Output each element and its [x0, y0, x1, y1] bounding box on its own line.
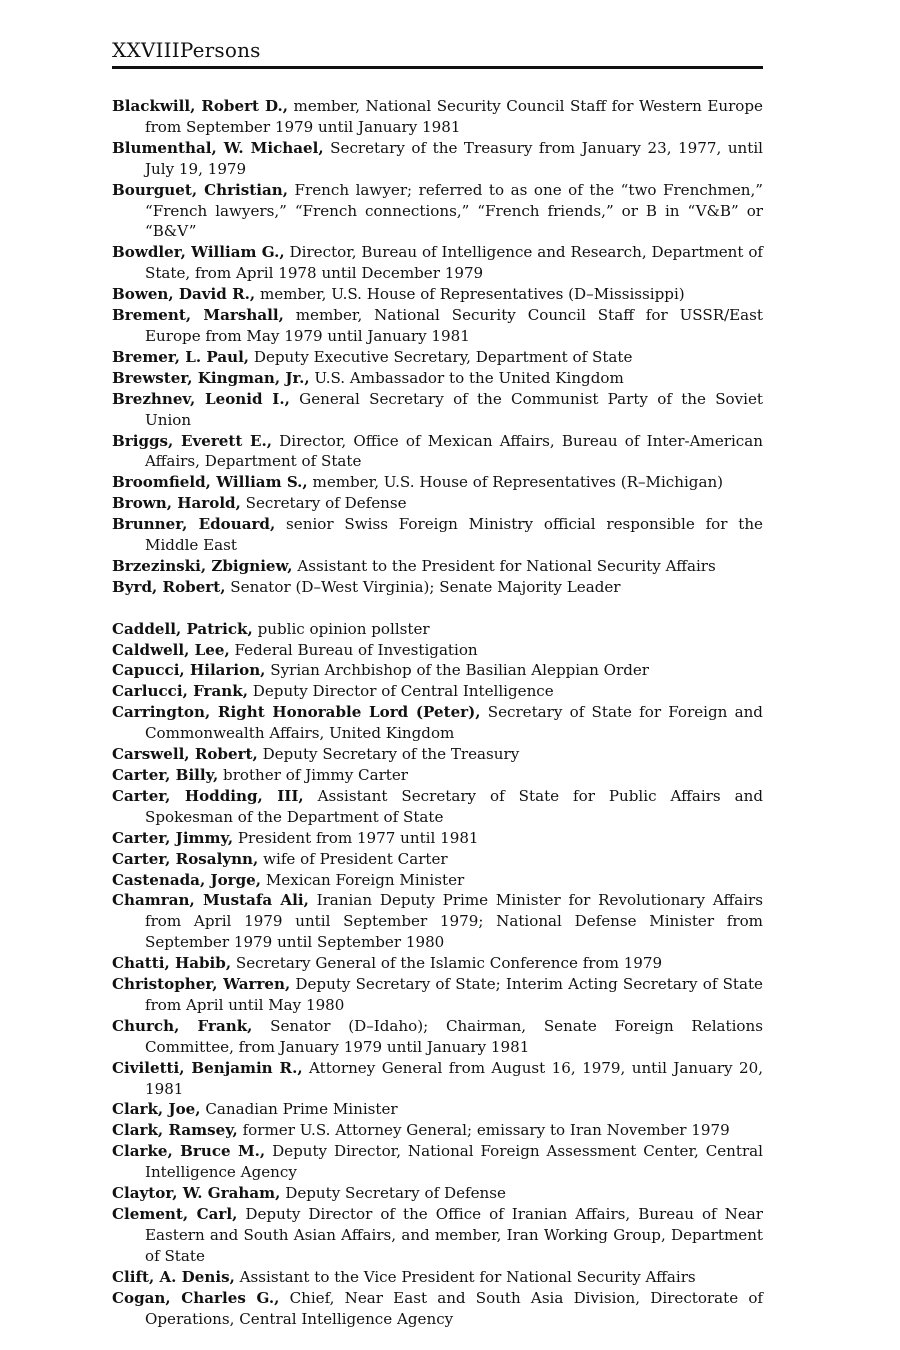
person-entry — [112, 389, 763, 431]
person-entry — [112, 368, 763, 389]
person-entry — [112, 242, 763, 284]
person-entry — [112, 347, 763, 368]
person-description: member, U.S. House of Representatives (D–Mississippi) — [255, 285, 685, 304]
group-separator — [112, 598, 763, 619]
person-entry — [112, 577, 763, 598]
person-name: Carter, Billy, — [112, 765, 219, 784]
person-entry — [112, 514, 763, 556]
person-name: Capucci, Hilarion, — [112, 661, 266, 680]
page-number: XXVIII — [112, 38, 180, 62]
person-name: Clift, A. Denis, — [112, 1267, 235, 1286]
person-entry — [112, 786, 763, 828]
person-name: Christopher, Warren, — [112, 975, 291, 994]
person-name: Civiletti, Benjamin R., — [112, 1058, 303, 1077]
person-name: Claytor, W. Graham, — [112, 1184, 281, 1203]
person-description: Canadian Prime Minister — [200, 1100, 398, 1119]
person-name: Brezhnev, Leonid I., — [112, 389, 290, 408]
person-name: Blackwill, Robert D., — [112, 97, 289, 115]
person-description: Deputy Director of Central Intelligence — [247, 682, 554, 701]
person-entry — [112, 765, 763, 786]
person-entry — [112, 1204, 763, 1267]
person-entry — [112, 953, 763, 974]
person-entry — [112, 180, 763, 243]
person-description: member, National Security Council Staff for Western Europe from September 1979 until January 1981 — [145, 97, 763, 136]
person-name: Cogan, Charles G., — [112, 1288, 280, 1307]
person-description: U.S. Ambassador to the United Kingdom — [309, 368, 624, 387]
person-description: Senator (D–West Virginia); Senate Majority Leader — [225, 577, 621, 596]
person-entry — [112, 849, 763, 870]
person-name: Briggs, Everett E., — [112, 431, 272, 450]
person-entry — [112, 828, 763, 849]
person-description: Deputy Director, National Foreign Assessment Center, Central Intelligence Agency — [145, 1142, 763, 1182]
person-description: Assistant to the Vice President for National Security Affairs — [234, 1267, 696, 1286]
person-name: Caldwell, Lee, — [112, 640, 230, 659]
person-description: Secretary of State for Foreign and Commonwealth Affairs, United Kingdom — [145, 703, 763, 743]
person-description: Deputy Secretary of the Treasury — [257, 745, 520, 764]
person-name: Clement, Carl, — [112, 1205, 238, 1224]
person-description: public opinion pollster — [252, 619, 430, 638]
person-entry — [112, 1183, 763, 1204]
person-name: Bremer, L. Paul, — [112, 347, 250, 366]
person-entry — [112, 619, 763, 640]
person-entry — [112, 640, 763, 661]
person-description: Secretary of Defense — [240, 494, 407, 513]
section-title: Persons — [179, 38, 261, 62]
person-description: Director, Office of Mexican Affairs, Bureau of Inter-American Affairs, Department of State — [145, 431, 763, 471]
person-entry — [112, 96, 763, 138]
person-description: Assistant Secretary of State for Public Affairs and Spokesman of the Department of State — [145, 786, 763, 826]
person-entry — [112, 744, 763, 765]
person-description: Mexican Foreign Minister — [261, 870, 465, 889]
person-entry — [112, 702, 763, 744]
person-name: Brewster, Kingman, Jr., — [112, 368, 310, 387]
person-name: Carswell, Robert, — [112, 745, 258, 764]
person-entry — [112, 472, 763, 493]
person-description: Secretary General of the Islamic Conference from 1979 — [231, 954, 663, 973]
person-description: Deputy Director of the Office of Iranian Affairs, Bureau of Near Eastern and South Asian Affairs, and member, Iran Working Group, Department of State — [145, 1205, 763, 1265]
person-description: General Secretary of the Communist Party of the Soviet Union — [145, 389, 763, 429]
person-name: Bowen, David R., — [112, 285, 256, 304]
person-name: Chamran, Mustafa Ali, — [112, 891, 309, 910]
person-entry — [112, 681, 763, 702]
person-name: Castenada, Jorge, — [112, 870, 262, 889]
person-description: Syrian Archbishop of the Basilian Aleppian Order — [265, 661, 650, 680]
person-name: Clark, Ramsey, — [112, 1121, 238, 1140]
person-description: member, U.S. House of Representatives (R–Michigan) — [307, 473, 724, 492]
person-name: Carter, Rosalynn, — [112, 849, 259, 868]
person-entry — [112, 1099, 763, 1120]
person-entry — [112, 1016, 763, 1058]
person-description: Iranian Deputy Prime Minister for Revolutionary Affairs from April 1979 until September 1979; National Defense Minister from September 1979 until September 1980 — [145, 891, 763, 952]
person-entry — [112, 870, 763, 891]
person-entry — [112, 1058, 763, 1100]
person-name: Clarke, Bruce M., — [112, 1142, 266, 1161]
person-name: Blumenthal, W. Michael, — [112, 138, 324, 157]
person-entry — [112, 660, 763, 681]
person-description: senior Swiss Foreign Ministry official responsible for the Middle East — [145, 515, 763, 555]
person-entry — [112, 890, 763, 953]
person-entry — [112, 1267, 763, 1288]
person-name: Carter, Hodding, III, — [112, 786, 304, 805]
person-name: Carrington, Right Honorable Lord (Peter), — [112, 703, 481, 722]
person-name: Carlucci, Frank, — [112, 682, 248, 701]
person-name: Church, Frank, — [112, 1016, 253, 1035]
person-entry — [112, 1288, 763, 1330]
person-description: Director, Bureau of Intelligence and Research, Department of State, from April 1978 until December 1979 — [145, 243, 763, 283]
person-name: Caddell, Patrick, — [112, 619, 253, 638]
persons-list — [112, 96, 763, 1329]
person-entry — [112, 138, 763, 180]
person-description: Chief, Near East and South Asia Division, Directorate of Operations, Central Intelligence Agency — [145, 1288, 763, 1328]
person-name: Byrd, Robert, — [112, 577, 226, 596]
person-entry — [112, 556, 763, 577]
person-entry — [112, 305, 763, 347]
person-description: French lawyer; referred to as one of the “two Frenchmen,” “French lawyers,” “French connections,” “French friends,” or B in “V&B” or “B&V” — [145, 180, 763, 241]
person-description: President from 1977 until 1981 — [233, 828, 479, 847]
person-entry — [112, 974, 763, 1016]
person-description: brother of Jimmy Carter — [218, 765, 409, 784]
person-description: member, National Security Council Staff for USSR/East Europe from May 1979 until January 1981 — [145, 306, 763, 345]
person-description: wife of President Carter — [258, 849, 448, 868]
person-name: Bourguet, Christian, — [112, 180, 288, 199]
person-entry — [112, 1141, 763, 1183]
running-header — [112, 38, 763, 69]
person-name: Brzezinski, Zbigniew, — [112, 556, 293, 575]
person-description: former U.S. Attorney General; emissary to Iran November 1979 — [237, 1121, 730, 1140]
person-name: Bowdler, William G., — [112, 243, 285, 262]
person-name: Brown, Harold, — [112, 494, 241, 513]
person-description: Deputy Executive Secretary, Department of State — [249, 347, 633, 366]
person-description: Attorney General from August 16, 1979, until January 20, 1981 — [145, 1058, 763, 1098]
person-description: Deputy Secretary of State; Interim Acting Secretary of State from April until May 1980 — [145, 975, 763, 1014]
person-name: Brement, Marshall, — [112, 306, 284, 325]
person-description: Secretary of the Treasury from January 23, 1977, until July 19, 1979 — [145, 138, 763, 178]
person-name: Carter, Jimmy, — [112, 828, 234, 847]
person-description: Assistant to the President for National Security Affairs — [292, 556, 716, 575]
person-name: Clark, Joe, — [112, 1100, 201, 1119]
person-description: Deputy Secretary of Defense — [280, 1184, 506, 1203]
person-name: Chatti, Habib, — [112, 954, 232, 973]
person-description: Federal Bureau of Investigation — [229, 640, 478, 659]
person-entry — [112, 493, 763, 514]
person-name: Broomfield, William S., — [112, 473, 308, 492]
person-description: Senator (D–Idaho); Chairman, Senate Foreign Relations Committee, from January 1979 until January 1981 — [145, 1016, 763, 1056]
person-entry — [112, 431, 763, 473]
person-entry — [112, 1120, 763, 1141]
person-entry — [112, 284, 763, 305]
person-name: Brunner, Edouard, — [112, 515, 276, 534]
